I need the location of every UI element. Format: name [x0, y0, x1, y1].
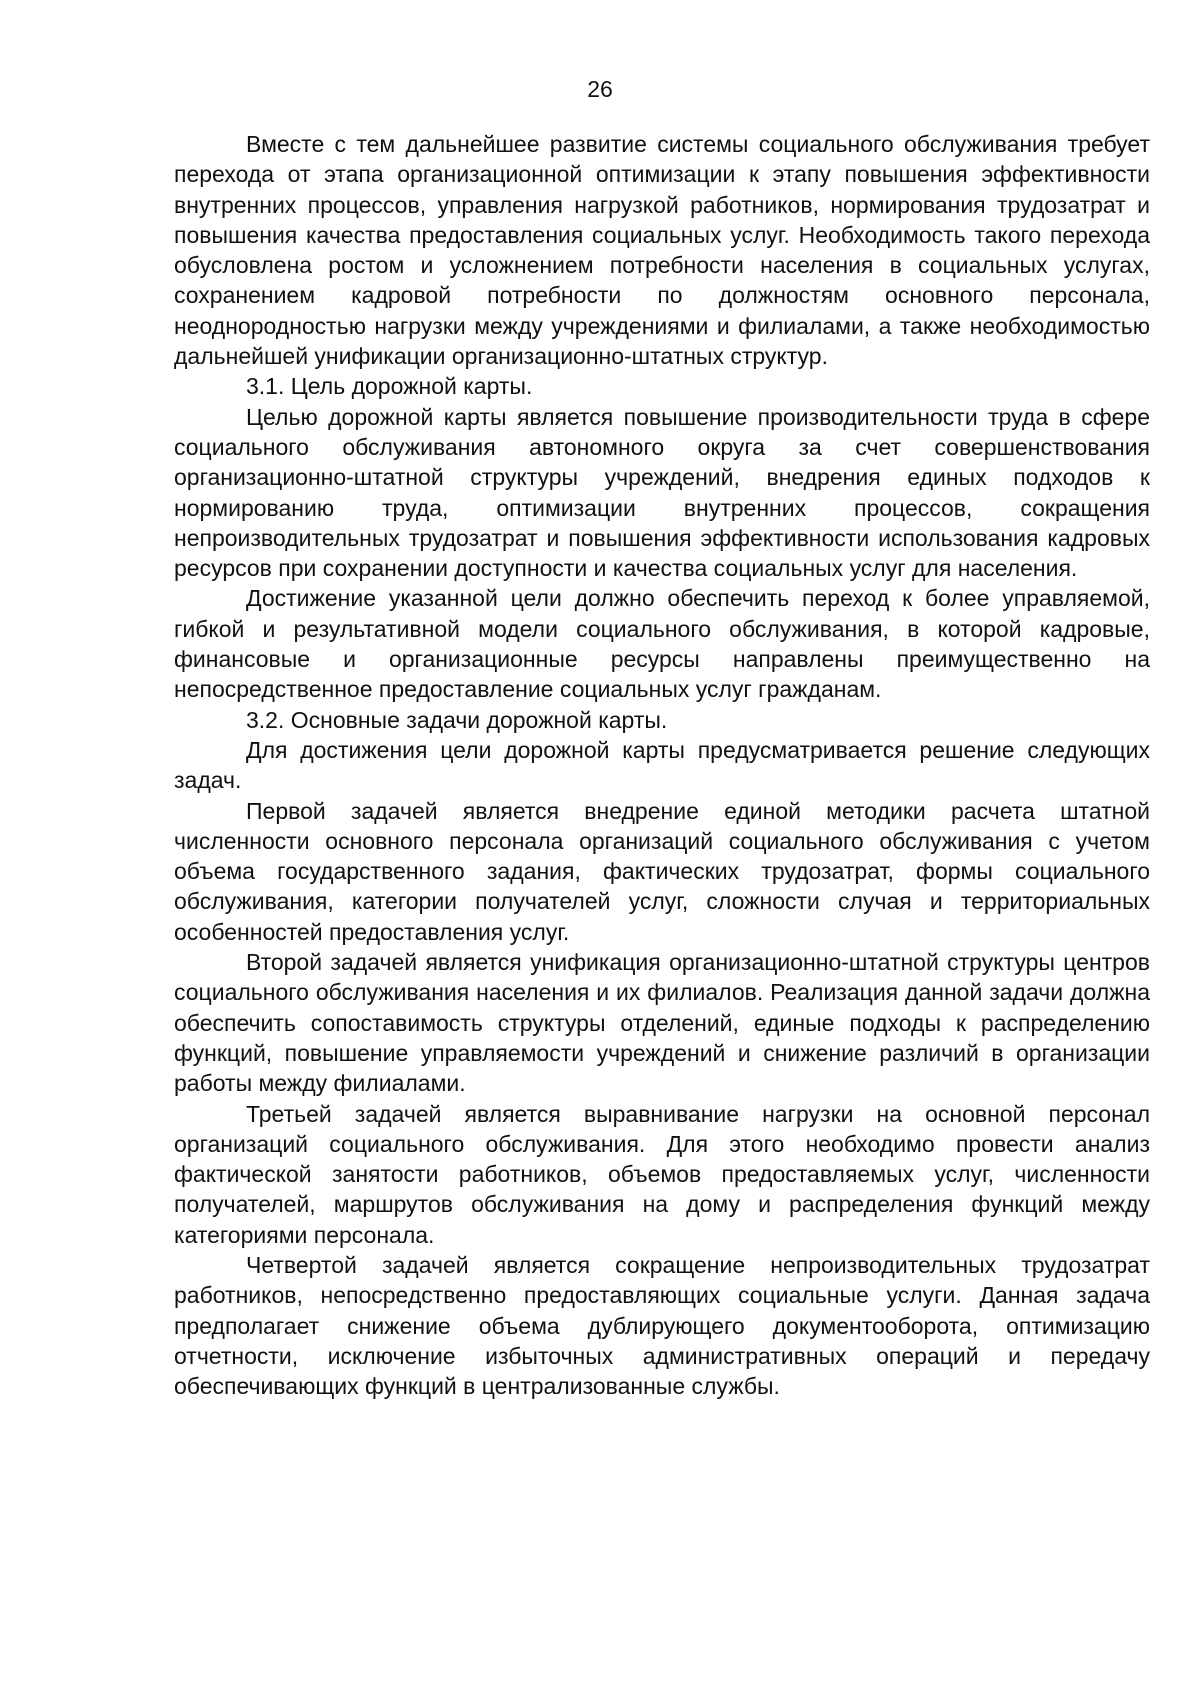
paragraph-task-3: Третьей задачей является выравнивание нагрузки на основной персонал организаций социального обслуживания. Для этого необходимо провести анализ фактической занятости работников, объемов предоставляемых услуг, численности получателей, маршрутов обслуживания на дому и распределения функций между категориями персонала. — [174, 1100, 1150, 1248]
paragraph-tasks-intro: Для достижения цели дорожной карты предусматривается решение следующих задач. — [174, 736, 1150, 794]
section-heading-goal: 3.1. Цель дорожной карты. — [246, 373, 533, 400]
paragraph-goal: Целью дорожной карты является повышение производительности труда в сфере социального обслуживания автономного округа за счет совершенствования организационно-штатной структуры учреждений, внедрения единых подходов к нормированию труда, оптимизации внутренних процессов, сокращения непроизводительных трудозатрат и повышения эффективности использования кадровых ресурсов при сохранении доступности и качества социальных услуг для населения. — [174, 403, 1150, 582]
paragraph-task-2: Второй задачей является унификация организационно-штатной структуры центров социального обслуживания населения и их филиалов. Реализация данной задачи должна обеспечить сопоставимость структуры отделений, единые подходы к распределению функций, повышение управляемости учреждений и снижение различий в организации работы между филиалами. — [174, 949, 1150, 1097]
document-body — [174, 129, 1150, 1401]
paragraph-task-4: Четвертой задачей является сокращение непроизводительных трудозатрат работников, непосредственно предоставляющих социальные услуги. Данная задача предполагает снижение объема дублирующего документооборота, оптимизацию отчетности, исключение избыточных административных операций и передачу обеспечивающих функций в централизованные службы. — [174, 1251, 1150, 1400]
paragraph-task-1: Первой задачей является внедрение единой методики расчета штатной численности основного персонала организаций социального обслуживания с учетом объема государственного задания, фактических трудозатрат, формы социального обслуживания, категории получателей услуг, сложности случая и территориальных особенностей предоставления услуг. — [174, 797, 1150, 945]
paragraph-goal-outcome: Достижение указанной цели должно обеспечить переход к более управляемой, гибкой и результативной модели социального обслуживания, в которой кадровые, финансовые и организационные ресурсы направлены преимущественно на непосредственное предоставление социальных услуг гражданам. — [174, 585, 1150, 703]
section-heading-tasks: 3.2. Основные задачи дорожной карты. — [246, 706, 668, 733]
page-number: 26 — [587, 76, 613, 102]
paragraph-intro: Вместе с тем дальнейшее развитие системы социального обслуживания требует перехода от этапа организационной оптимизации к этапу повышения эффективности внутренних процессов, управления нагрузкой работников, нормирования трудозатрат и повышения качества предоставления социальных услуг. Необходимость такого перехода обусловлена ростом и усложнением потребности населения в социальных услугах, сохранением кадровой потребности по должностям основного персонала, неоднородностью нагрузки между учреждениями и филиалами, а также необходимостью дальнейшей унификации организационно-штатных структур. — [174, 131, 1150, 370]
